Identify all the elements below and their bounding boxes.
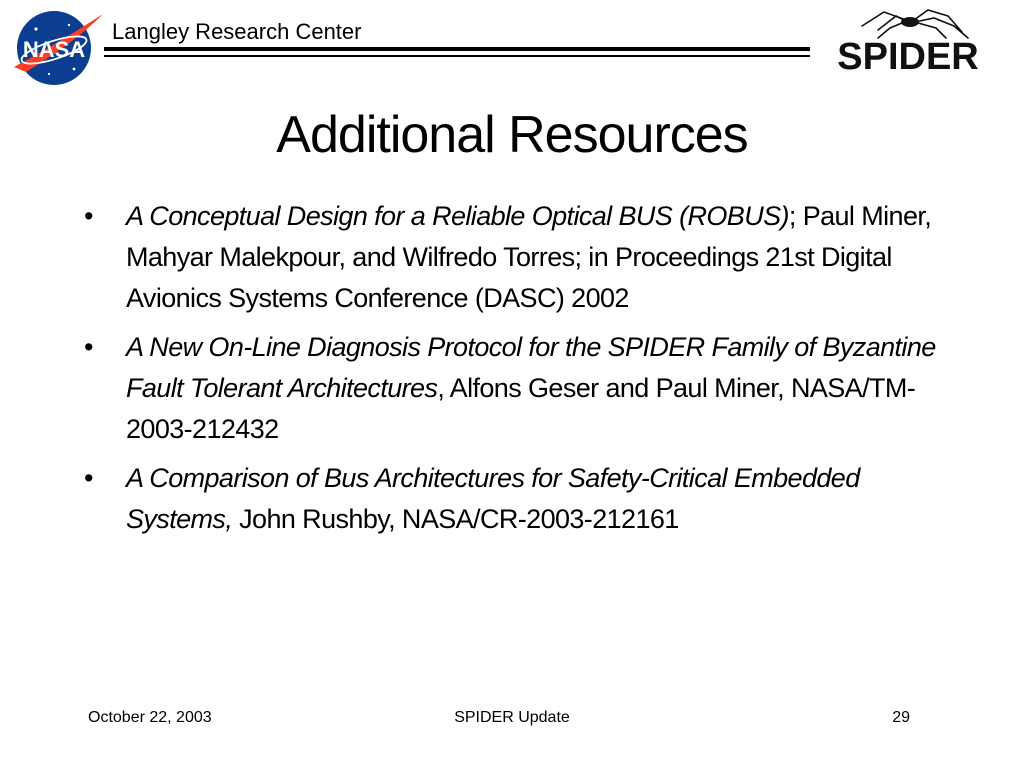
nasa-logo-star <box>34 27 37 30</box>
nasa-logo-wordmark: NASA <box>22 37 86 62</box>
spider-leg-icon <box>915 18 968 38</box>
footer-date: October 22, 2003 <box>88 709 212 726</box>
nasa-logo-star <box>48 73 50 75</box>
reference-title: A Comparison of Bus Architectures for Safety-Critical Embedded Systems, <box>126 463 860 534</box>
bullet-icon: • <box>84 332 93 362</box>
spider-body-icon <box>901 17 919 27</box>
spider-wordmark: SPIDER <box>837 36 979 74</box>
spider-logo <box>820 8 996 74</box>
bullet-icon: • <box>84 463 93 493</box>
reference-title: A Conceptual Design for a Reliable Optical BUS (ROBUS) <box>126 201 789 231</box>
reference-details: , Alfons Geser and Paul Miner, NASA/TM-2003-212432 <box>126 373 916 444</box>
nasa-logo-star <box>73 68 76 71</box>
organization-name: Langley Research Center <box>112 19 362 44</box>
reference-item <box>84 327 944 450</box>
nasa-logo <box>10 6 106 88</box>
reference-list <box>84 196 944 548</box>
slide-title: Additional Resources <box>276 106 748 164</box>
reference-details: John Rushby, NASA/CR-2003-212161 <box>232 504 679 534</box>
reference-details: ; Paul Miner, Mahyar Malekpour, and Wilfredo Torres; in Proceedings 21st Digital Avionics Systems Conference (DASC) 2002 <box>126 201 932 313</box>
nasa-logo-star <box>68 24 70 26</box>
header-rule-thick <box>104 47 810 51</box>
header-rule-thin <box>104 55 810 57</box>
bullet-icon: • <box>84 201 93 231</box>
reference-item <box>84 196 944 319</box>
reference-item <box>84 458 944 540</box>
footer-presentation-title: SPIDER Update <box>454 709 570 726</box>
footer-page-number: 29 <box>892 709 910 726</box>
reference-title: A New On-Line Diagnosis Protocol for the SPIDER Family of Byzantine Fault Tolerant Architectures <box>126 332 936 403</box>
